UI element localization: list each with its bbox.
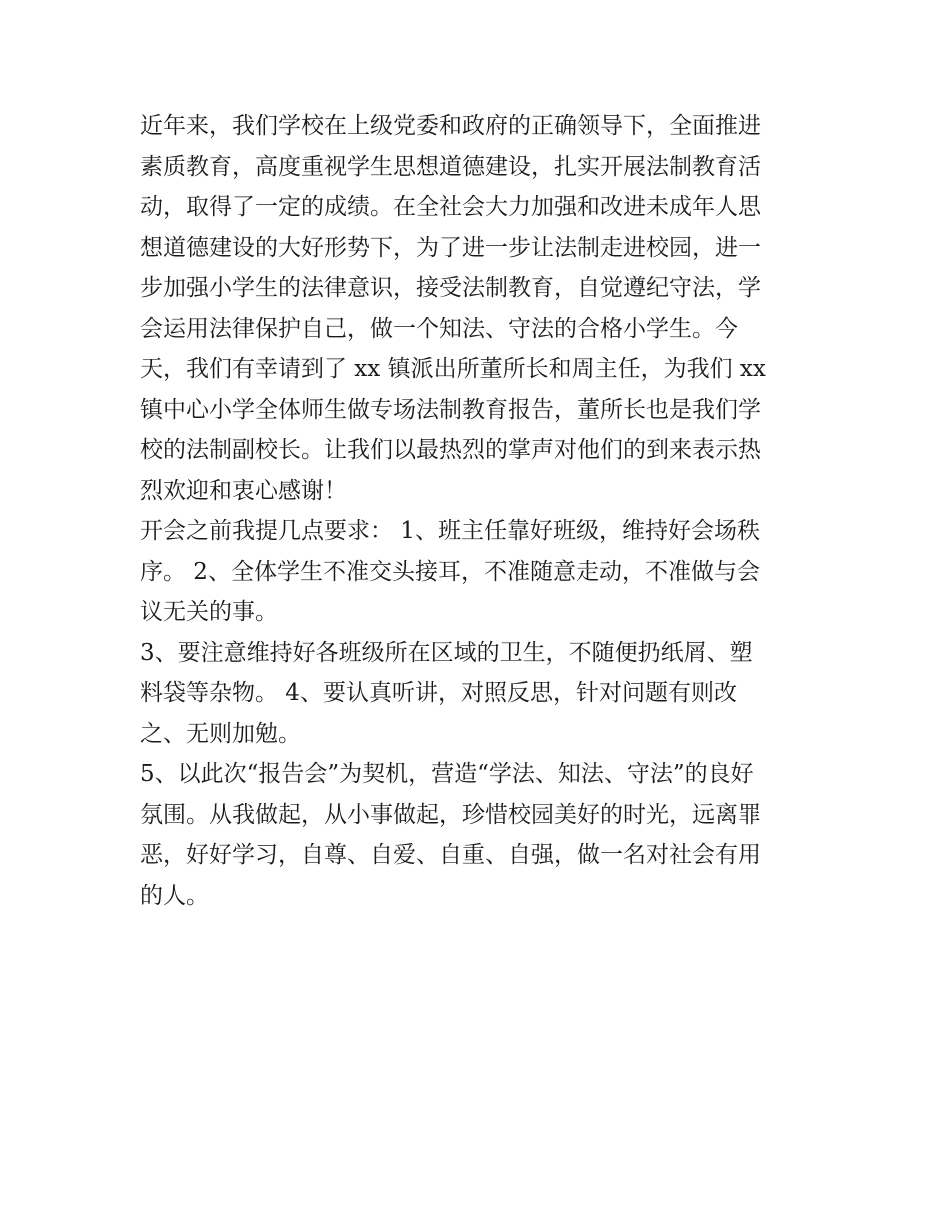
document-body [140,106,820,916]
paragraph-opening: 近年来，我们学校在上级党委和政府的正确领导下，全面推进 素质教育，高度重视学生思想道德建设，扎实开展法制教育活 动，取得了一定的成绩。在全社会大力加强和改进未成年人思 想道德建设的大好形势下，为了进一步让法制走进校园，进一 步加强小学生的法律意识，接受法制教育，自觉遵纪守法，学 会运用法律保护自己，做一个知法、守法的合格小学生。今 天，我们有幸请到了 xx 镇派出所董所长和周主任，为我们 xx 镇中心小学全体师生做专场法制教育报告，董所长也是我们学 校的法制副校长。让我们以最热烈的掌声对他们的到来表示热 烈欢迎和衷心感谢！ [140,113,766,504]
paragraph-requirements-1-2: 开会之前我提几点要求： 1、班主任靠好班级，维持好会场秩 序。 2、全体学生不准交头接耳，不准随意走动，不准做与会 议无关的事。 [140,518,760,625]
paragraph-requirements-3-4: 3、要注意维持好各班级所在区域的卫生，不随便扔纸屑、塑 料袋等杂物。 4、要认真听讲，对照反思，针对问题有则改 之、无则加勉。 [140,639,753,747]
paragraph-requirement-5: 5、以此次“报告会”为契机，营造“学法、知法、守法”的良好 氛围。从我做起，从小事做起，珍惜校园美好的时光，远离罪 恶，好好学习，自尊、自爱、自重、自强，做一名对社会有用 的人。 [140,761,761,909]
